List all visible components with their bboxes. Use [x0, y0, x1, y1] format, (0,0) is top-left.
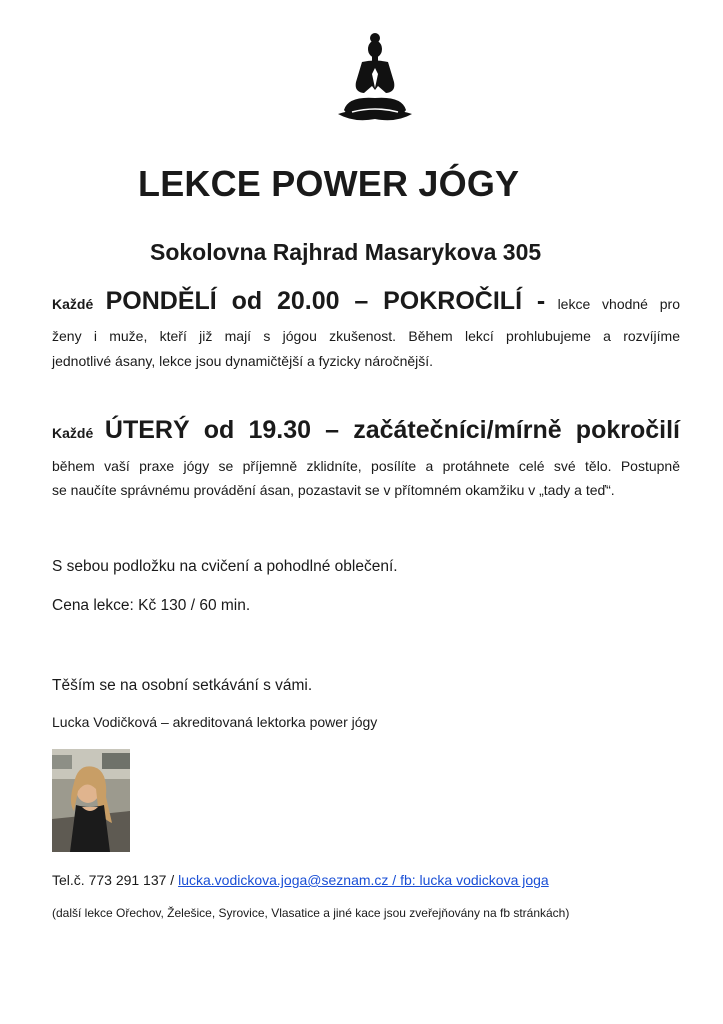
tuesday-prefix: Každé [52, 425, 94, 441]
tuesday-description-line-2: se naučíte správnému provádění ásan, pozastavit se v přítomném okamžiku v „tady a teď“. [52, 482, 615, 498]
monday-highlight: PONDĚLÍ od 20.00 – POKROČILÍ - [105, 287, 546, 315]
greeting-text: Těším se na osobní setkávání s vámi. [52, 677, 313, 694]
price-note: Cena lekce: Kč 130 / 60 min. [52, 597, 251, 614]
tuesday-headline [52, 416, 680, 445]
instructor-photo [52, 749, 130, 852]
monday-lead: lekce vhodné pro [557, 296, 680, 312]
tuesday-description-line-1: během vaší praxe jógy se příjemně zklidníte, posílíte a protáhnete celé své tělo. Postupně [52, 458, 680, 474]
monday-description-line-3: jednotlivé ásany, lekce jsou dynamičtější a fyzicky náročnější. [52, 353, 434, 369]
venue-subtitle: Sokolovna Rajhrad Masarykova 305 [150, 239, 542, 265]
phone-text: Tel.č. 773 291 137 / [52, 872, 175, 888]
email-fb-link[interactable]: lucka.vodickova.joga@seznam.cz / fb: lucka vodickova joga [178, 872, 549, 888]
equipment-note: S sebou podložku na cvičení a pohodlné oblečení. [52, 558, 398, 575]
page-title: LEKCE POWER JÓGY [138, 163, 520, 204]
footnote-text: (další lekce Ořechov, Želešice, Syrovice, Vlasatice a jiné kace jsou zveřejňovány na fb stránkách) [52, 906, 570, 920]
monday-description-line-2: ženy i muže, kteří již mají s jógou zkušenost. Během lekcí prohlubujeme a rozvíjíme [52, 328, 680, 344]
monday-prefix: Každé [52, 296, 94, 312]
tuesday-highlight: ÚTERÝ od 19.30 – začátečníci/mírně pokročilí [104, 416, 680, 444]
contact-line [52, 872, 549, 888]
signature-text: Lucka Vodičková – akreditovaná lektorka power jógy [52, 714, 378, 730]
monday-headline [52, 287, 680, 316]
yoga-meditation-icon [334, 30, 416, 126]
